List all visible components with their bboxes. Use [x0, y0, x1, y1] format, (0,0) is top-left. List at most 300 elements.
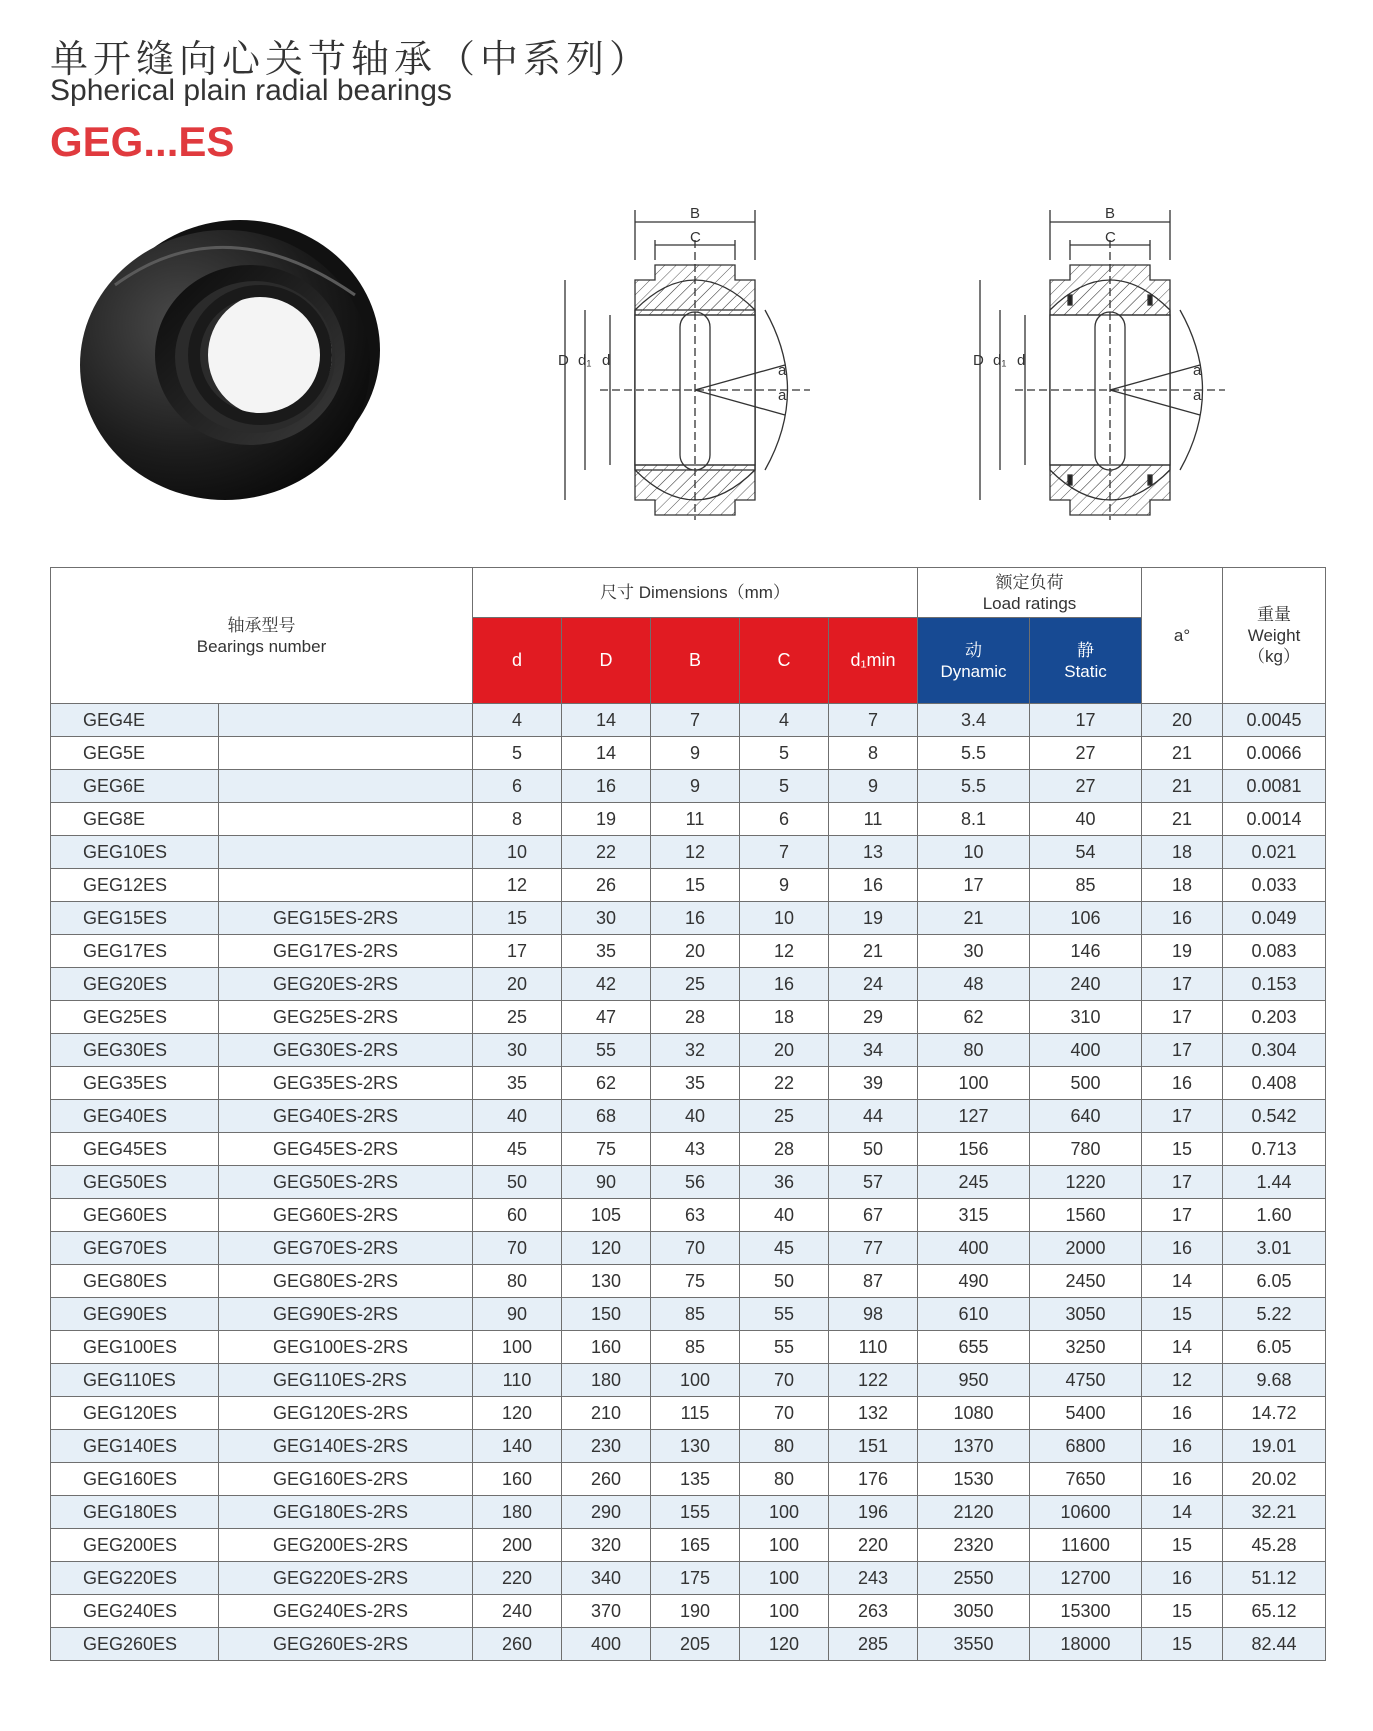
cell-model: GEG100ES — [51, 1331, 219, 1364]
cell-dynamic-load: 80 — [918, 1034, 1030, 1067]
cell-weight: 1.44 — [1223, 1166, 1326, 1199]
cell-D: 230 — [562, 1430, 651, 1463]
cell-D: 120 — [562, 1232, 651, 1265]
cell-d: 120 — [473, 1397, 562, 1430]
cell-d: 160 — [473, 1463, 562, 1496]
cell-weight: 0.153 — [1223, 968, 1326, 1001]
cell-weight: 20.02 — [1223, 1463, 1326, 1496]
cell-dynamic-load: 490 — [918, 1265, 1030, 1298]
cell-alpha: 17 — [1142, 968, 1223, 1001]
cell-C: 18 — [740, 1001, 829, 1034]
table-row — [51, 1001, 1326, 1034]
cell-B: 12 — [651, 836, 740, 869]
cell-d: 110 — [473, 1364, 562, 1397]
cell-D: 210 — [562, 1397, 651, 1430]
cell-D: 130 — [562, 1265, 651, 1298]
label-d: d — [1017, 352, 1026, 369]
cell-alpha: 16 — [1142, 1067, 1223, 1100]
cell-C: 50 — [740, 1265, 829, 1298]
cell-D: 160 — [562, 1331, 651, 1364]
cell-d: 8 — [473, 803, 562, 836]
cell-static-load: 2000 — [1030, 1232, 1142, 1265]
cell-sealed-model: GEG30ES-2RS — [219, 1034, 473, 1067]
cell-B: 115 — [651, 1397, 740, 1430]
table-row — [51, 1298, 1326, 1331]
cell-sealed-model — [219, 836, 473, 869]
cell-model: GEG35ES — [51, 1067, 219, 1100]
cell-d1min: 34 — [829, 1034, 918, 1067]
cell-alpha: 21 — [1142, 803, 1223, 836]
cell-d: 90 — [473, 1298, 562, 1331]
cell-B: 165 — [651, 1529, 740, 1562]
cell-static-load: 27 — [1030, 770, 1142, 803]
alpha-header: a° — [1142, 568, 1223, 704]
cell-C: 22 — [740, 1067, 829, 1100]
cell-alpha: 16 — [1142, 1430, 1223, 1463]
cell-d: 45 — [473, 1133, 562, 1166]
cell-model: GEG180ES — [51, 1496, 219, 1529]
table-row — [51, 1166, 1326, 1199]
cell-d: 80 — [473, 1265, 562, 1298]
cell-d1min: 50 — [829, 1133, 918, 1166]
cell-D: 105 — [562, 1199, 651, 1232]
cell-B: 100 — [651, 1364, 740, 1397]
cell-model: GEG8E — [51, 803, 219, 836]
cell-C: 70 — [740, 1397, 829, 1430]
cell-weight: 0.713 — [1223, 1133, 1326, 1166]
cell-sealed-model: GEG120ES-2RS — [219, 1397, 473, 1430]
cell-sealed-model: GEG260ES-2RS — [219, 1628, 473, 1661]
cell-d1min: 16 — [829, 869, 918, 902]
cell-static-load: 1560 — [1030, 1199, 1142, 1232]
cell-dynamic-load: 2120 — [918, 1496, 1030, 1529]
cell-weight: 1.60 — [1223, 1199, 1326, 1232]
cell-B: 40 — [651, 1100, 740, 1133]
cell-weight: 0.304 — [1223, 1034, 1326, 1067]
cell-d: 15 — [473, 902, 562, 935]
label-B: B — [1105, 205, 1116, 222]
cell-D: 68 — [562, 1100, 651, 1133]
cell-C: 40 — [740, 1199, 829, 1232]
cell-static-load: 40 — [1030, 803, 1142, 836]
cell-D: 260 — [562, 1463, 651, 1496]
cell-sealed-model: GEG100ES-2RS — [219, 1331, 473, 1364]
cell-d: 50 — [473, 1166, 562, 1199]
cell-model: GEG45ES — [51, 1133, 219, 1166]
cell-sealed-model: GEG45ES-2RS — [219, 1133, 473, 1166]
cell-D: 320 — [562, 1529, 651, 1562]
cell-dynamic-load: 2320 — [918, 1529, 1030, 1562]
cell-B: 15 — [651, 869, 740, 902]
cell-B: 75 — [651, 1265, 740, 1298]
cell-alpha: 16 — [1142, 902, 1223, 935]
cell-d1min: 24 — [829, 968, 918, 1001]
cell-sealed-model: GEG110ES-2RS — [219, 1364, 473, 1397]
cell-model: GEG140ES — [51, 1430, 219, 1463]
cell-d: 180 — [473, 1496, 562, 1529]
cell-B: 11 — [651, 803, 740, 836]
cell-weight: 0.049 — [1223, 902, 1326, 935]
cell-weight: 45.28 — [1223, 1529, 1326, 1562]
label-D: D — [558, 352, 569, 369]
cell-sealed-model: GEG35ES-2RS — [219, 1067, 473, 1100]
cell-dynamic-load: 48 — [918, 968, 1030, 1001]
cell-model: GEG12ES — [51, 869, 219, 902]
cell-B: 20 — [651, 935, 740, 968]
cell-d: 260 — [473, 1628, 562, 1661]
cell-static-load: 54 — [1030, 836, 1142, 869]
cell-d1min: 285 — [829, 1628, 918, 1661]
cell-model: GEG10ES — [51, 836, 219, 869]
cell-alpha: 17 — [1142, 1100, 1223, 1133]
cross-section-drawing-sealed — [975, 200, 1275, 530]
cell-d: 140 — [473, 1430, 562, 1463]
cell-alpha: 14 — [1142, 1331, 1223, 1364]
cell-d: 100 — [473, 1331, 562, 1364]
cell-model: GEG5E — [51, 737, 219, 770]
page-title-cn: 单开缝向心关节轴承（中系列） — [50, 37, 653, 81]
cell-alpha: 16 — [1142, 1562, 1223, 1595]
series-code: GEG...ES — [50, 118, 235, 165]
cell-C: 5 — [740, 737, 829, 770]
table-row — [51, 770, 1326, 803]
cell-B: 85 — [651, 1331, 740, 1364]
cell-model: GEG200ES — [51, 1529, 219, 1562]
cell-d: 5 — [473, 737, 562, 770]
cell-sealed-model: GEG25ES-2RS — [219, 1001, 473, 1034]
cell-C: 36 — [740, 1166, 829, 1199]
cell-model: GEG15ES — [51, 902, 219, 935]
cell-B: 135 — [651, 1463, 740, 1496]
cell-model: GEG90ES — [51, 1298, 219, 1331]
col-d-header: d — [473, 618, 562, 704]
cell-d1min: 21 — [829, 935, 918, 968]
cell-D: 75 — [562, 1133, 651, 1166]
cell-static-load: 640 — [1030, 1100, 1142, 1133]
cell-sealed-model: GEG220ES-2RS — [219, 1562, 473, 1595]
cell-static-load: 146 — [1030, 935, 1142, 968]
cell-model: GEG4E — [51, 704, 219, 737]
table-row — [51, 902, 1326, 935]
cell-weight: 0.0045 — [1223, 704, 1326, 737]
cell-alpha: 14 — [1142, 1265, 1223, 1298]
cell-D: 400 — [562, 1628, 651, 1661]
cell-model: GEG6E — [51, 770, 219, 803]
static-header: 静 Static — [1030, 618, 1142, 704]
cell-B: 205 — [651, 1628, 740, 1661]
cell-D: 30 — [562, 902, 651, 935]
col-B-header: B — [651, 618, 740, 704]
cell-dynamic-load: 21 — [918, 902, 1030, 935]
cell-C: 45 — [740, 1232, 829, 1265]
dimensions-header: 尺寸 Dimensions（mm） — [473, 568, 918, 618]
cell-d1min: 196 — [829, 1496, 918, 1529]
cell-C: 6 — [740, 803, 829, 836]
table-row — [51, 1067, 1326, 1100]
cell-static-load: 85 — [1030, 869, 1142, 902]
label-C: C — [690, 229, 701, 246]
cell-dynamic-load: 10 — [918, 836, 1030, 869]
cell-sealed-model: GEG140ES-2RS — [219, 1430, 473, 1463]
cell-C: 20 — [740, 1034, 829, 1067]
cell-dynamic-load: 127 — [918, 1100, 1030, 1133]
cell-d: 240 — [473, 1595, 562, 1628]
cell-d1min: 44 — [829, 1100, 918, 1133]
cell-weight: 0.083 — [1223, 935, 1326, 968]
cell-alpha: 17 — [1142, 1199, 1223, 1232]
cell-D: 26 — [562, 869, 651, 902]
table-row — [51, 1529, 1326, 1562]
cell-sealed-model: GEG80ES-2RS — [219, 1265, 473, 1298]
cell-D: 370 — [562, 1595, 651, 1628]
col-D-header: D — [562, 618, 651, 704]
cell-dynamic-load: 1530 — [918, 1463, 1030, 1496]
cell-weight: 14.72 — [1223, 1397, 1326, 1430]
table-row — [51, 803, 1326, 836]
cell-D: 14 — [562, 737, 651, 770]
cell-model: GEG50ES — [51, 1166, 219, 1199]
cell-static-load: 27 — [1030, 737, 1142, 770]
cell-B: 56 — [651, 1166, 740, 1199]
cell-d: 10 — [473, 836, 562, 869]
cell-d1min: 122 — [829, 1364, 918, 1397]
cell-C: 80 — [740, 1463, 829, 1496]
cell-dynamic-load: 1080 — [918, 1397, 1030, 1430]
cell-sealed-model — [219, 737, 473, 770]
cell-sealed-model: GEG15ES-2RS — [219, 902, 473, 935]
cell-D: 14 — [562, 704, 651, 737]
cell-model: GEG220ES — [51, 1562, 219, 1595]
cell-d1min: 7 — [829, 704, 918, 737]
label-a-upper: a — [1193, 362, 1202, 379]
cell-alpha: 15 — [1142, 1298, 1223, 1331]
cell-D: 62 — [562, 1067, 651, 1100]
cell-alpha: 15 — [1142, 1628, 1223, 1661]
cell-C: 25 — [740, 1100, 829, 1133]
cell-d1min: 13 — [829, 836, 918, 869]
table-row — [51, 1265, 1326, 1298]
label-D: D — [973, 352, 984, 369]
cell-C: 55 — [740, 1331, 829, 1364]
cell-d1min: 77 — [829, 1232, 918, 1265]
cell-static-load: 17 — [1030, 704, 1142, 737]
cell-d1min: 132 — [829, 1397, 918, 1430]
table-row — [51, 704, 1326, 737]
cell-d: 12 — [473, 869, 562, 902]
cell-C: 100 — [740, 1562, 829, 1595]
cell-weight: 0.0066 — [1223, 737, 1326, 770]
cell-d: 20 — [473, 968, 562, 1001]
table-row — [51, 1430, 1326, 1463]
table-row — [51, 1562, 1326, 1595]
cell-d: 25 — [473, 1001, 562, 1034]
col-d1min-header: d₁min — [829, 618, 918, 704]
cell-B: 32 — [651, 1034, 740, 1067]
cell-C: 9 — [740, 869, 829, 902]
cell-weight: 3.01 — [1223, 1232, 1326, 1265]
cell-static-load: 106 — [1030, 902, 1142, 935]
cell-static-load: 6800 — [1030, 1430, 1142, 1463]
cell-sealed-model: GEG90ES-2RS — [219, 1298, 473, 1331]
cell-d1min: 8 — [829, 737, 918, 770]
cell-d1min: 57 — [829, 1166, 918, 1199]
cross-section-drawing-open — [560, 200, 860, 530]
cell-D: 90 — [562, 1166, 651, 1199]
cell-model: GEG20ES — [51, 968, 219, 1001]
label-C: C — [1105, 229, 1116, 246]
cell-weight: 5.22 — [1223, 1298, 1326, 1331]
cell-D: 22 — [562, 836, 651, 869]
cell-B: 35 — [651, 1067, 740, 1100]
cell-sealed-model — [219, 803, 473, 836]
cell-C: 16 — [740, 968, 829, 1001]
cell-D: 35 — [562, 935, 651, 968]
cell-dynamic-load: 400 — [918, 1232, 1030, 1265]
cell-alpha: 16 — [1142, 1397, 1223, 1430]
table-row — [51, 869, 1326, 902]
cell-B: 63 — [651, 1199, 740, 1232]
dynamic-header: 动 Dynamic — [918, 618, 1030, 704]
cell-static-load: 400 — [1030, 1034, 1142, 1067]
table-row — [51, 1463, 1326, 1496]
cell-d: 40 — [473, 1100, 562, 1133]
label-d1: d₁ — [993, 352, 1007, 369]
cell-model: GEG120ES — [51, 1397, 219, 1430]
cell-weight: 0.021 — [1223, 836, 1326, 869]
cell-static-load: 3050 — [1030, 1298, 1142, 1331]
cell-dynamic-load: 3550 — [918, 1628, 1030, 1661]
cell-B: 130 — [651, 1430, 740, 1463]
table-row — [51, 1628, 1326, 1661]
weight-header: 重量 Weight （kg） — [1223, 568, 1326, 704]
cell-d: 35 — [473, 1067, 562, 1100]
cell-C: 70 — [740, 1364, 829, 1397]
cell-static-load: 7650 — [1030, 1463, 1142, 1496]
cell-static-load: 11600 — [1030, 1529, 1142, 1562]
cell-C: 7 — [740, 836, 829, 869]
cell-alpha: 15 — [1142, 1529, 1223, 1562]
cell-d1min: 29 — [829, 1001, 918, 1034]
label-B: B — [690, 205, 701, 222]
cell-model: GEG260ES — [51, 1628, 219, 1661]
cell-d1min: 87 — [829, 1265, 918, 1298]
cell-sealed-model — [219, 770, 473, 803]
cell-d: 70 — [473, 1232, 562, 1265]
cell-alpha: 17 — [1142, 1166, 1223, 1199]
cell-dynamic-load: 100 — [918, 1067, 1030, 1100]
label-a-lower: a — [778, 387, 787, 404]
cell-C: 5 — [740, 770, 829, 803]
table-row — [51, 1199, 1326, 1232]
cell-d1min: 110 — [829, 1331, 918, 1364]
cell-B: 70 — [651, 1232, 740, 1265]
cell-weight: 19.01 — [1223, 1430, 1326, 1463]
cell-D: 290 — [562, 1496, 651, 1529]
cell-C: 4 — [740, 704, 829, 737]
cell-static-load: 10600 — [1030, 1496, 1142, 1529]
cell-dynamic-load: 17 — [918, 869, 1030, 902]
cell-B: 175 — [651, 1562, 740, 1595]
page-title-en: Spherical plain radial bearings — [50, 74, 452, 107]
cell-static-load: 5400 — [1030, 1397, 1142, 1430]
cell-sealed-model: GEG40ES-2RS — [219, 1100, 473, 1133]
cell-dynamic-load: 1370 — [918, 1430, 1030, 1463]
cell-C: 100 — [740, 1496, 829, 1529]
cell-alpha: 17 — [1142, 1034, 1223, 1067]
cell-alpha: 21 — [1142, 770, 1223, 803]
cell-static-load: 15300 — [1030, 1595, 1142, 1628]
cell-D: 150 — [562, 1298, 651, 1331]
cell-weight: 6.05 — [1223, 1331, 1326, 1364]
cell-dynamic-load: 156 — [918, 1133, 1030, 1166]
cell-dynamic-load: 62 — [918, 1001, 1030, 1034]
cell-D: 47 — [562, 1001, 651, 1034]
cell-d1min: 9 — [829, 770, 918, 803]
cell-C: 100 — [740, 1595, 829, 1628]
cell-d1min: 176 — [829, 1463, 918, 1496]
cell-alpha: 18 — [1142, 869, 1223, 902]
cell-model: GEG80ES — [51, 1265, 219, 1298]
cell-weight: 32.21 — [1223, 1496, 1326, 1529]
cell-weight: 0.542 — [1223, 1100, 1326, 1133]
cell-model: GEG240ES — [51, 1595, 219, 1628]
table-row — [51, 1496, 1326, 1529]
cell-alpha: 19 — [1142, 935, 1223, 968]
table-row — [51, 1331, 1326, 1364]
cell-sealed-model: GEG200ES-2RS — [219, 1529, 473, 1562]
cell-dynamic-load: 315 — [918, 1199, 1030, 1232]
bearings-number-header: 轴承型号 Bearings number — [51, 568, 473, 704]
cell-B: 155 — [651, 1496, 740, 1529]
cell-alpha: 12 — [1142, 1364, 1223, 1397]
cell-C: 55 — [740, 1298, 829, 1331]
cell-B: 85 — [651, 1298, 740, 1331]
cell-C: 80 — [740, 1430, 829, 1463]
cell-C: 28 — [740, 1133, 829, 1166]
cell-dynamic-load: 950 — [918, 1364, 1030, 1397]
cell-model: GEG160ES — [51, 1463, 219, 1496]
cell-C: 12 — [740, 935, 829, 968]
cell-sealed-model: GEG17ES-2RS — [219, 935, 473, 968]
cell-weight: 65.12 — [1223, 1595, 1326, 1628]
cell-sealed-model — [219, 704, 473, 737]
cell-static-load: 310 — [1030, 1001, 1142, 1034]
cell-C: 10 — [740, 902, 829, 935]
cell-d1min: 19 — [829, 902, 918, 935]
cell-static-load: 18000 — [1030, 1628, 1142, 1661]
cell-sealed-model: GEG20ES-2RS — [219, 968, 473, 1001]
cell-d: 6 — [473, 770, 562, 803]
cell-weight: 0.0081 — [1223, 770, 1326, 803]
cell-alpha: 21 — [1142, 737, 1223, 770]
cell-dynamic-load: 3.4 — [918, 704, 1030, 737]
cell-dynamic-load: 5.5 — [918, 737, 1030, 770]
cell-weight: 0.0014 — [1223, 803, 1326, 836]
cell-weight: 9.68 — [1223, 1364, 1326, 1397]
cell-d: 60 — [473, 1199, 562, 1232]
cell-d1min: 243 — [829, 1562, 918, 1595]
label-d1: d₁ — [578, 352, 592, 369]
cell-model: GEG70ES — [51, 1232, 219, 1265]
cell-model: GEG60ES — [51, 1199, 219, 1232]
cell-dynamic-load: 5.5 — [918, 770, 1030, 803]
cell-static-load: 4750 — [1030, 1364, 1142, 1397]
label-a-lower: a — [1193, 387, 1202, 404]
cell-B: 190 — [651, 1595, 740, 1628]
cell-alpha: 15 — [1142, 1133, 1223, 1166]
cell-D: 19 — [562, 803, 651, 836]
cell-dynamic-load: 3050 — [918, 1595, 1030, 1628]
